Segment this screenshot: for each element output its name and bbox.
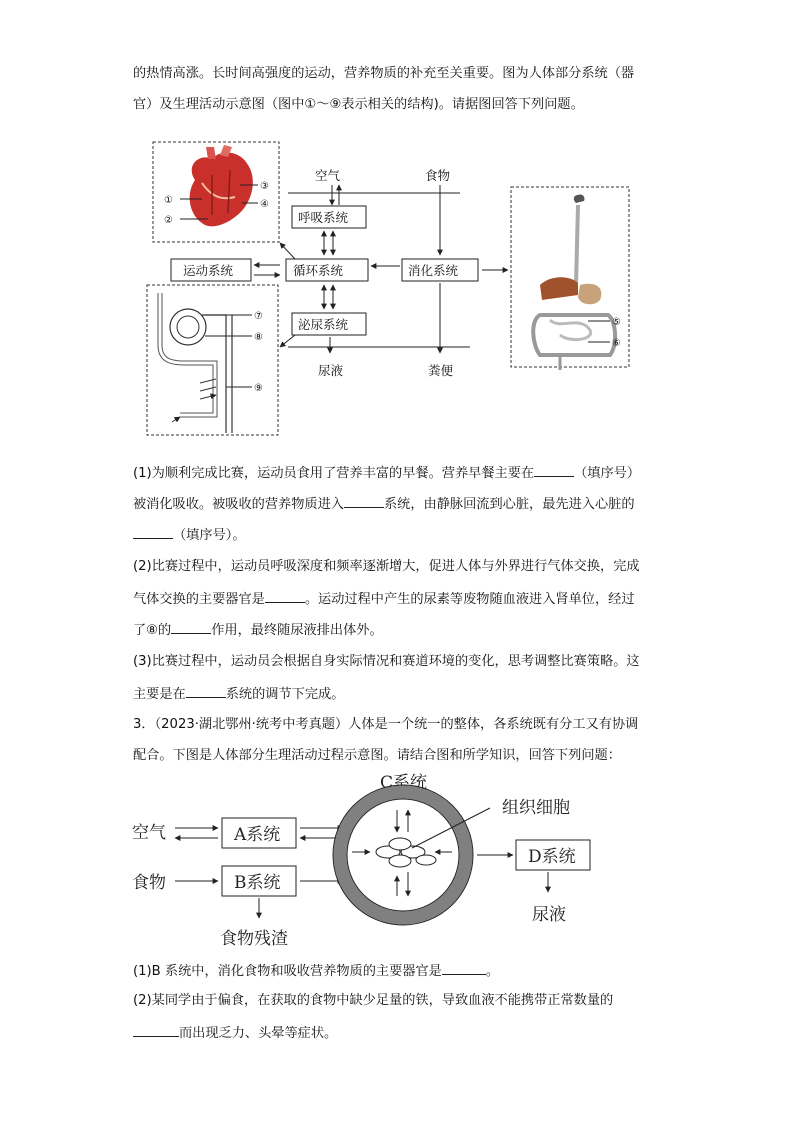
- a-system-label: A系统: [234, 825, 281, 845]
- respiratory-system-label: 呼吸系统: [298, 210, 349, 225]
- b-system-label: B系统: [234, 873, 281, 893]
- intro-line-1: 的热情高涨。长时间高强度的运动，营养物质的补充至关重要。图为人体部分系统（器: [133, 66, 635, 81]
- food-label-2: 食物: [132, 873, 166, 893]
- q1-blank-2[interactable]: [344, 493, 384, 508]
- c-system-label: C系统: [380, 773, 428, 793]
- label-6: ⑥: [612, 338, 621, 349]
- food-residue-label: 食物残渣: [220, 929, 288, 949]
- urinary-system-label: 泌尿系统: [298, 317, 349, 332]
- digestive-tract-icon: [533, 194, 615, 370]
- urine-label-2: 尿液: [532, 905, 566, 925]
- feces-label: 粪便: [428, 363, 454, 378]
- p3q2-line-2: 而出现乏力、头晕等症状。: [133, 1022, 337, 1044]
- q1-line-2: 被消化吸收。被吸收的营养物质进入 系统，由静脉回流到心脏，最先进入心脏的: [133, 493, 635, 515]
- q2-line-1: (2)比赛过程中，运动员呼吸深度和频率逐渐增大，促进人体与外界进行气体交换，完成: [133, 559, 640, 574]
- q2-line-2: 气体交换的主要器官是 。运动过程中产生的尿素等废物随血液进入肾单位，经过: [133, 588, 635, 610]
- label-1: ①: [164, 195, 173, 206]
- label-5: ⑤: [612, 317, 621, 328]
- q1-blank-1[interactable]: [534, 462, 574, 477]
- label-2: ②: [164, 215, 173, 226]
- label-9: ⑨: [254, 383, 263, 394]
- p3q1-blank[interactable]: [442, 960, 486, 975]
- nephron-icon: [160, 293, 232, 433]
- label-7: ⑦: [254, 311, 263, 322]
- q2-blank-1[interactable]: [265, 588, 305, 603]
- air-label-2: 空气: [132, 823, 166, 843]
- body-systems-diagram: [140, 135, 640, 440]
- q1-line-3: （填序号）。: [133, 524, 246, 546]
- q2-line-3: 了⑧的 作用，最终随尿液排出体外。: [133, 619, 383, 641]
- tissue-cells-icon: [376, 838, 436, 867]
- food-label: 食物: [425, 168, 451, 183]
- motor-system-label: 运动系统: [183, 263, 234, 278]
- q3-line-2: 主要是在 系统的调节下完成。: [133, 683, 344, 705]
- p3q1-line: (1)B 系统中，消化食物和吸收营养物质的主要器官是 。: [133, 960, 499, 982]
- label-8: ⑧: [254, 332, 263, 343]
- q3-blank-1[interactable]: [186, 683, 226, 698]
- p3q2-blank[interactable]: [133, 1022, 179, 1037]
- label-4: ④: [260, 199, 269, 210]
- d-system-label: D系统: [528, 847, 576, 867]
- label-3: ③: [260, 181, 269, 192]
- problem3-line-1: 3．（2023·湖北鄂州·统考中考真题）人体是一个统一的整体，各系统既有分工又有协调: [133, 717, 639, 732]
- air-label: 空气: [315, 168, 341, 183]
- q1-blank-3[interactable]: [133, 524, 173, 539]
- heart-icon: [190, 145, 253, 226]
- q1-line-1: (1)为顺利完成比赛，运动员食用了营养丰富的早餐。营养早餐主要在 （填序号）: [133, 462, 640, 484]
- circulatory-system-label: 循环系统: [293, 263, 344, 278]
- q3-line-1: (3)比赛过程中，运动员会根据自身实际情况和赛道环境的变化，思考调整比赛策略。这: [133, 654, 640, 669]
- intro-line-2: 官）及生理活动示意图（图中①～⑨表示相关的结构)。请据图回答下列问题。: [133, 97, 584, 112]
- urine-label: 尿液: [318, 363, 344, 378]
- digestive-system-label: 消化系统: [408, 263, 459, 278]
- tissue-cells-label: 组织细胞: [502, 798, 570, 818]
- p3q2-line-1: (2)某同学由于偏食，在获取的食物中缺少足量的铁，导致血液不能携带正常数量的: [133, 993, 614, 1008]
- problem3-line-2: 配合。下图是人体部分生理活动过程示意图。请结合图和所学知识，回答下列问题：: [133, 748, 621, 763]
- physiology-process-diagram: [130, 768, 610, 950]
- q2-blank-2[interactable]: [171, 619, 211, 634]
